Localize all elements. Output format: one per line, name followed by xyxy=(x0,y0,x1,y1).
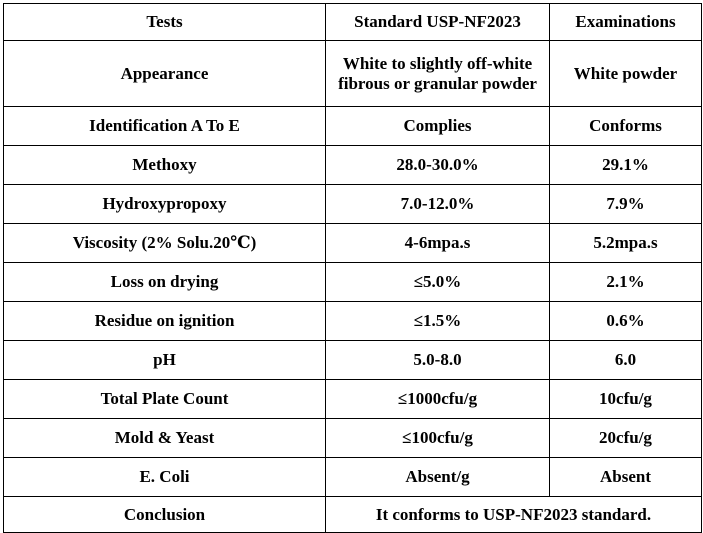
header-examinations: Examinations xyxy=(550,4,702,41)
header-tests: Tests xyxy=(4,4,326,41)
test-name: Appearance xyxy=(4,41,326,107)
result-value: White powder xyxy=(550,41,702,107)
specification-table xyxy=(3,3,702,533)
conclusion-text: It conforms to USP-NF2023 standard. xyxy=(326,497,702,533)
conclusion-row xyxy=(4,497,702,533)
standard-value: 7.0-12.0% xyxy=(326,185,550,224)
table-row xyxy=(4,41,702,107)
table-row xyxy=(4,146,702,185)
table-row xyxy=(4,263,702,302)
test-name: Identification A To E xyxy=(4,107,326,146)
result-value: 5.2mpa.s xyxy=(550,224,702,263)
result-value: 20cfu/g xyxy=(550,419,702,458)
table-header-row xyxy=(4,4,702,41)
standard-value: 5.0-8.0 xyxy=(326,341,550,380)
table-row xyxy=(4,380,702,419)
table-row xyxy=(4,224,702,263)
result-value: 0.6% xyxy=(550,302,702,341)
standard-value: ≤1000cfu/g xyxy=(326,380,550,419)
standard-value xyxy=(326,41,550,107)
result-value: 6.0 xyxy=(550,341,702,380)
test-name: Methoxy xyxy=(4,146,326,185)
result-value: Absent xyxy=(550,458,702,497)
standard-value: ≤100cfu/g xyxy=(326,419,550,458)
table-row xyxy=(4,419,702,458)
conclusion-label: Conclusion xyxy=(4,497,326,533)
test-name: pH xyxy=(4,341,326,380)
test-name: Viscosity (2% Solu.20℃) xyxy=(4,224,326,263)
table-row xyxy=(4,302,702,341)
standard-value: 4-6mpa.s xyxy=(326,224,550,263)
test-name: Residue on ignition xyxy=(4,302,326,341)
test-name: Hydroxypropoxy xyxy=(4,185,326,224)
standard-line-2: fibrous or granular powder xyxy=(338,73,537,93)
test-name: E. Coli xyxy=(4,458,326,497)
standard-value: ≤5.0% xyxy=(326,263,550,302)
standard-value: Absent/g xyxy=(326,458,550,497)
standard-value: 28.0-30.0% xyxy=(326,146,550,185)
result-value: 7.9% xyxy=(550,185,702,224)
standard-value: ≤1.5% xyxy=(326,302,550,341)
test-name: Loss on drying xyxy=(4,263,326,302)
standard-line-1: White to slightly off-white xyxy=(342,53,533,73)
test-name: Total Plate Count xyxy=(4,380,326,419)
result-value: 2.1% xyxy=(550,263,702,302)
table-row xyxy=(4,107,702,146)
table-row xyxy=(4,185,702,224)
test-name: Mold & Yeast xyxy=(4,419,326,458)
result-value: 10cfu/g xyxy=(550,380,702,419)
header-standard: Standard USP-NF2023 xyxy=(326,4,550,41)
standard-value: Complies xyxy=(326,107,550,146)
result-value: Conforms xyxy=(550,107,702,146)
table-row xyxy=(4,341,702,380)
result-value: 29.1% xyxy=(550,146,702,185)
table-row xyxy=(4,458,702,497)
